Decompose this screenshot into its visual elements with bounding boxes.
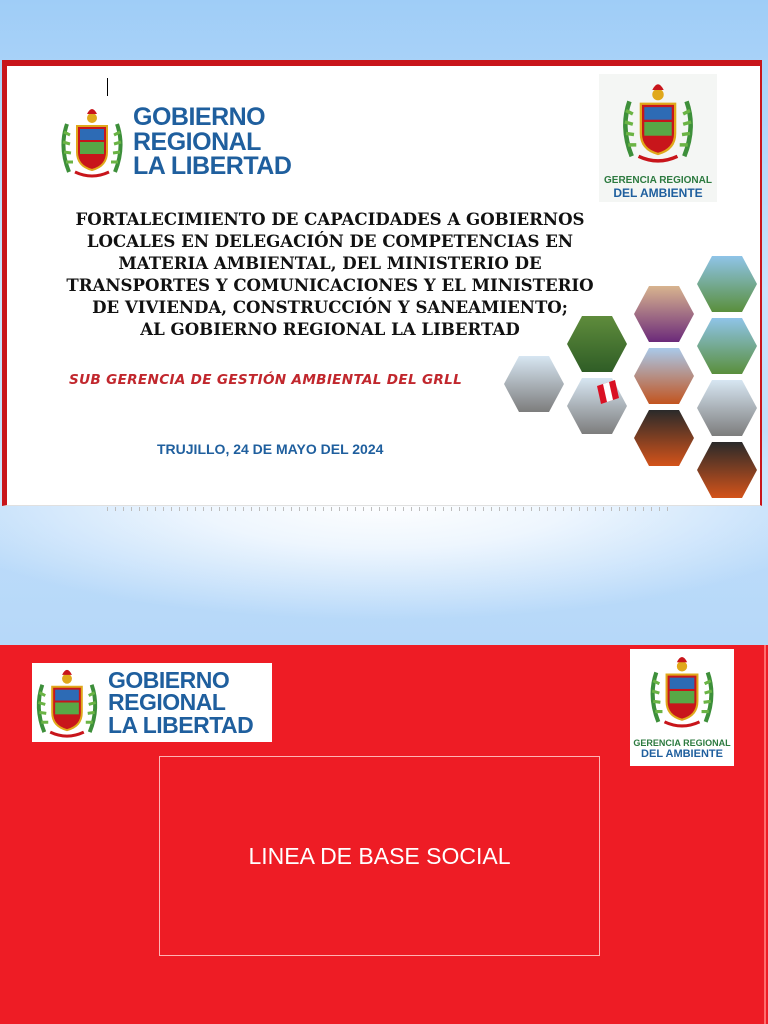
slide-2 — [0, 645, 768, 1024]
photo-hex-machinery — [634, 410, 694, 466]
title-line: MATERIA AMBIENTAL, DEL MINISTERIO DE — [118, 253, 542, 273]
title-line: AL GOBIERNO REGIONAL LA LIBERTAD — [140, 319, 520, 339]
subtitle: SUB GERENCIA DE GESTIÓN AMBIENTAL DEL GRLL — [69, 372, 463, 388]
logo-line-1: GOBIERNO — [108, 666, 230, 693]
logo-line-1: GOBIERNO — [133, 103, 266, 132]
title-line: DE VIVIENDA, CONSTRUCCIÓN Y SANEAMIENTO; — [92, 297, 568, 317]
gobierno-regional-logo — [57, 102, 291, 182]
photo-hex-airport — [697, 380, 757, 436]
coat-of-arms-icon — [618, 74, 698, 170]
title-line: LOCALES EN DELEGACIÓN DE COMPETENCIAS EN — [86, 231, 574, 251]
gerencia-line-1: GERENCIA REGIONAL — [604, 175, 712, 186]
photo-hex-aircraft — [697, 442, 757, 498]
slide-1-card — [2, 60, 762, 506]
title-line: FORTALECIMIENTO DE CAPACIDADES A GOBIERNOS — [75, 209, 585, 229]
coat-of-arms-icon — [646, 649, 718, 733]
slide-edge — [764, 645, 766, 1024]
ruler-guide — [107, 507, 672, 511]
slide-2-title: LINEA DE BASE SOCIAL — [248, 842, 511, 869]
gerencia-ambiente-logo — [630, 649, 734, 766]
gerencia-line-1: GERENCIA REGIONAL — [633, 738, 731, 748]
gobierno-regional-logo — [32, 663, 272, 742]
gerencia-line-2: DEL AMBIENTE — [641, 748, 723, 760]
photo-hex-field-person — [697, 318, 757, 374]
logo-line-3: LA LIBERTAD — [133, 152, 292, 181]
coat-of-arms-icon — [32, 663, 102, 742]
photo-collage — [497, 256, 762, 506]
logo-line-3: LA LIBERTAD — [108, 711, 254, 738]
photo-hex-construction — [634, 348, 694, 404]
logo-line-2: REGIONAL — [108, 689, 226, 716]
photo-hex-women — [634, 286, 694, 342]
text-cursor — [107, 78, 108, 96]
photo-hex-bridge — [697, 256, 757, 312]
title-line: TRANSPORTES Y COMUNICACIONES Y EL MINISTERIO — [66, 275, 594, 295]
photo-hex-train — [504, 356, 564, 412]
gerencia-ambiente-logo — [599, 74, 717, 202]
date-line: TRUJILLO, 24 DE MAYO DEL 2024 — [157, 441, 384, 457]
coat-of-arms-icon — [57, 102, 127, 182]
photo-hex-port-cranes — [567, 378, 627, 434]
logo-line-2: REGIONAL — [133, 127, 261, 156]
gerencia-line-2: DEL AMBIENTE — [613, 186, 703, 200]
title-box — [159, 756, 600, 956]
photo-hex-road-hills — [567, 316, 627, 372]
